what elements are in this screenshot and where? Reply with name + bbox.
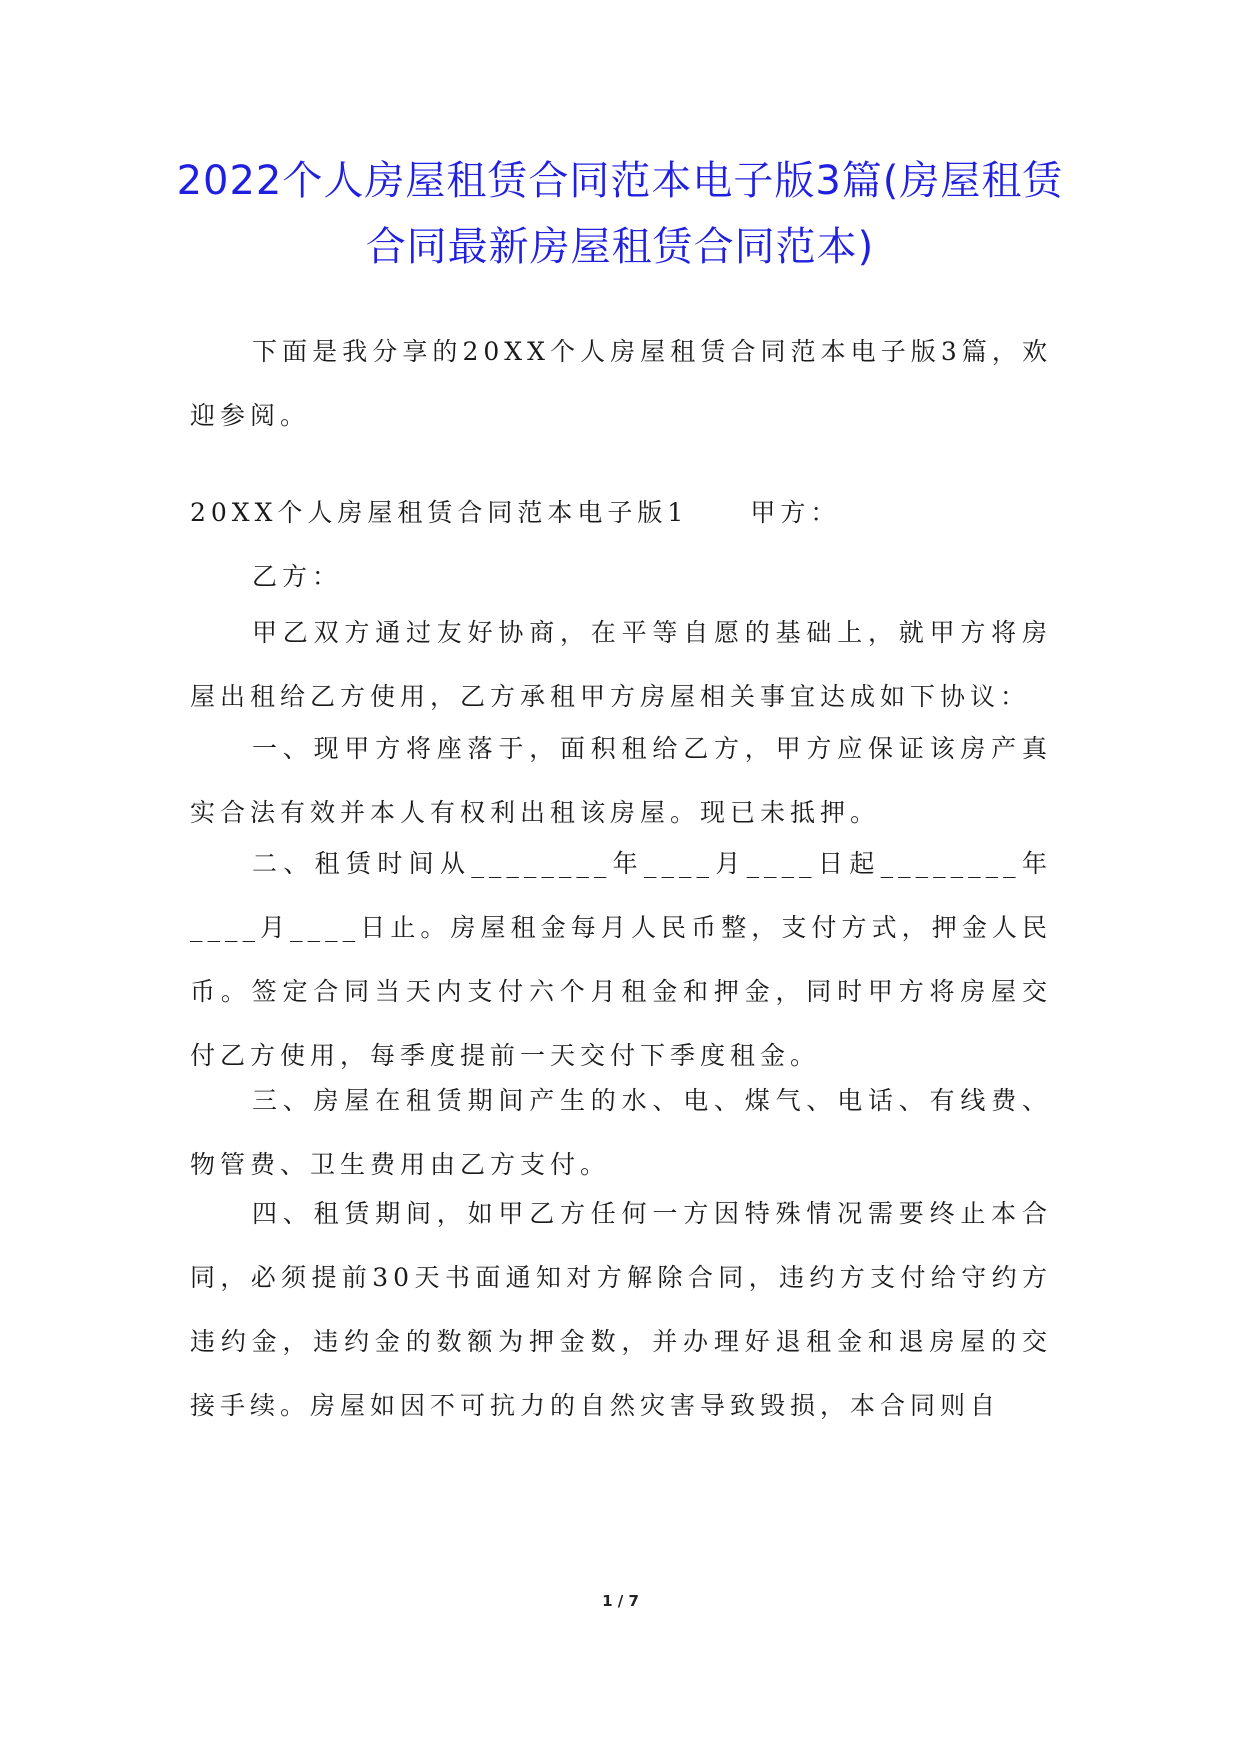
document-title: 2022个人房屋租赁合同范本电子版3篇(房屋租赁合同最新房屋租赁合同范本)	[176, 158, 1064, 270]
paragraph-clause-2: 二、租赁时间从________年____月____日起________年____月____日止。房屋租金每月人民币整，支付方式，押金人民币。签定合同当天内支付六个月租金和押金，同时甲方将房屋交付乙方使用，每季度提前一天交付下季度租金。	[190, 849, 1052, 1070]
paragraph-clause-4: 四、租赁期间，如甲乙方任何一方因特殊情况需要终止本合同，必须提前30天书面通知对方解除合同，违约方支付给守约方违约金，违约金的数额为押金数，并办理好退租金和退房屋的交接手续。房屋如因不可抗力的自然灾害导致毁损，本合同则自	[190, 1199, 1052, 1420]
section-heading: 20XX个人房屋租赁合同范本电子版1	[190, 498, 689, 527]
party-a-label: 甲方：	[750, 498, 841, 527]
paragraph-clause-3: 三、房屋在租赁期间产生的水、电、煤气、电话、有线费、物管费、卫生费用由乙方支付。	[190, 1086, 1052, 1179]
paragraph-clause-1: 一、现甲方将座落于，面积租给乙方，甲方应保证该房产真实合法有效并本人有权利出租该房屋。现已未抵押。	[190, 734, 1052, 827]
paragraph-agreement: 甲乙双方通过友好协商，在平等自愿的基础上，就甲方将房屋出租给乙方使用，乙方承租甲方房屋相关事宜达成如下协议：	[190, 618, 1052, 711]
page-number: 1 / 7	[602, 1592, 639, 1610]
party-b-label: 乙方：	[252, 562, 343, 591]
section-heading-line	[190, 481, 840, 545]
intro-paragraph: 下面是我分享的20XX个人房屋租赁合同范本电子版3篇，欢迎参阅。	[190, 337, 1052, 430]
